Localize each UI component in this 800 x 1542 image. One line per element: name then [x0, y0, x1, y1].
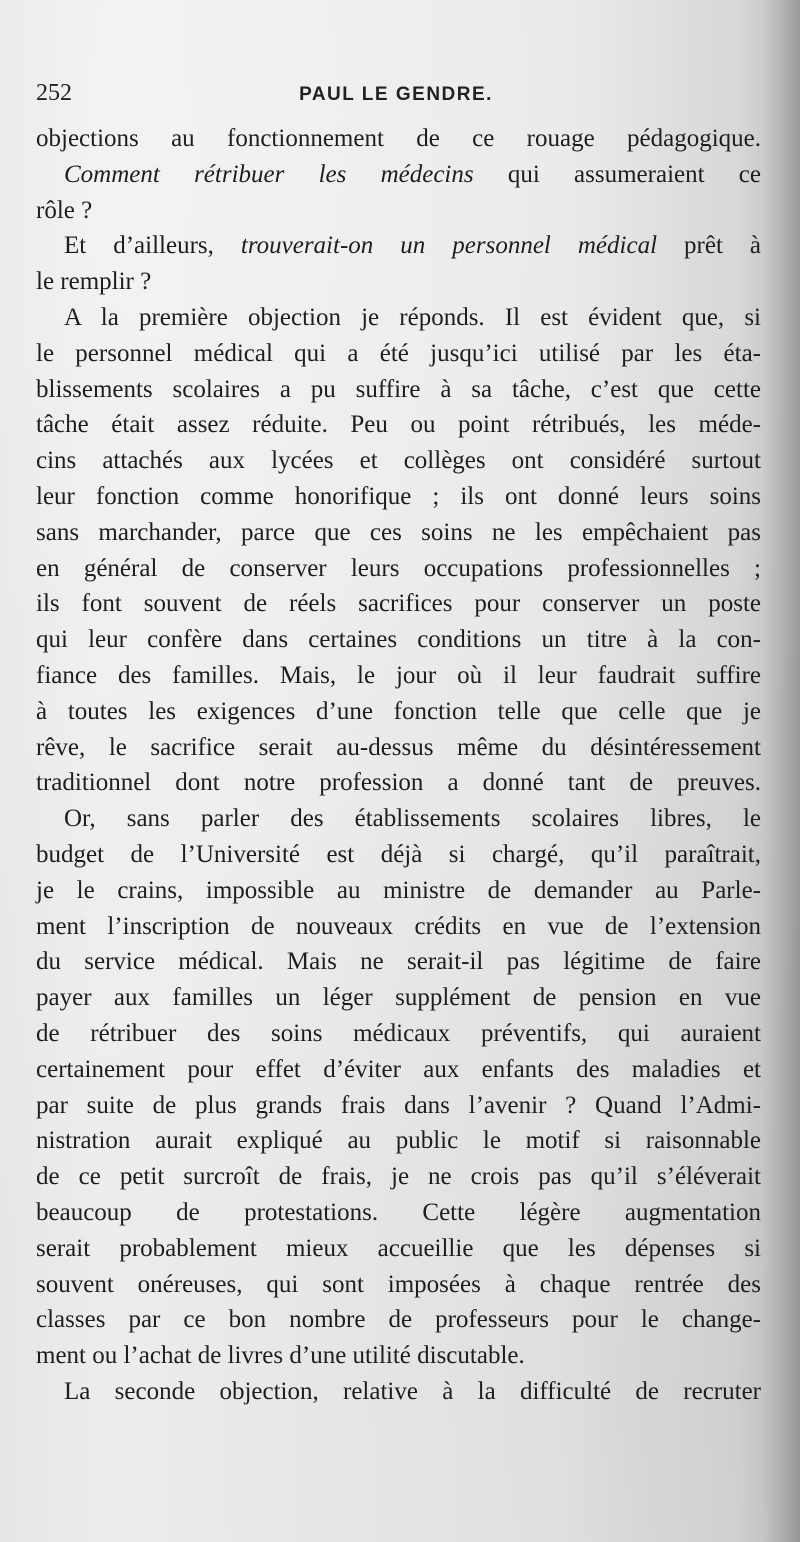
- text-line: leur fonction comme honorifique ; ils ont donné leurs soins: [36, 482, 761, 510]
- text-line: tâche était assez réduite. Peu ou point rétribués, les méde-: [36, 411, 761, 439]
- text-line: objections au fonctionnement de ce rouage pédagogique.: [36, 125, 761, 152]
- text-line: ment ou l’achat de livres d’une utilité discutable.: [36, 1342, 525, 1370]
- text-line: Et d’ailleurs, trouverait-on un personnel médical prêt à: [64, 232, 761, 260]
- text-line: en général de conserver leurs occupations professionnelles ;: [36, 554, 761, 582]
- text-line: payer aux familles un léger supplément de pension en vue: [36, 984, 761, 1012]
- text-line: le remplir ?: [36, 268, 152, 296]
- text-line: du service médical. Mais ne serait-il pas légitime de faire: [36, 948, 761, 976]
- text-line: souvent onéreuses, qui sont imposées à chaque rentrée des: [36, 1270, 761, 1298]
- text-line: classes par ce bon nombre de professeurs pour le change-: [36, 1306, 761, 1334]
- text-line: de ce petit surcroît de frais, je ne crois pas qu’il s’éléverait: [36, 1163, 761, 1191]
- page-header: [36, 80, 756, 110]
- page-number: 252: [36, 80, 72, 106]
- text-line: certainement pour effet d’éviter aux enfants des maladies et: [36, 1055, 761, 1083]
- text-line: par suite de plus grands frais dans l’avenir ? Quand l’Admi-: [36, 1091, 761, 1119]
- text-line: La seconde objection, relative à la difficulté de recruter: [64, 1377, 761, 1405]
- text-line: ment l’inscription de nouveaux crédits en vue de l’extension: [36, 912, 761, 940]
- text-line: serait probablement mieux accueillie que les dépenses si: [36, 1234, 761, 1262]
- body-text: [36, 121, 761, 1410]
- text-line: beaucoup de protestations. Cette légère augmentation: [36, 1198, 761, 1226]
- text-line: le personnel médical qui a été jusqu’ici utilisé par les éta-: [36, 339, 761, 367]
- page-edge-shadow: [762, 0, 800, 1542]
- text-line: de rétribuer des soins médicaux préventifs, qui auraient: [36, 1019, 761, 1047]
- text-line: rôle ?: [36, 196, 93, 224]
- text-line: à toutes les exigences d’une fonction telle que celle que je: [36, 697, 761, 725]
- running-head: PAUL LE GENDRE.: [299, 84, 493, 105]
- text-line: sans marchander, parce que ces soins ne les empêchaient pas: [36, 518, 761, 546]
- text-line: A la première objection je réponds. Il est évident que, si: [64, 303, 761, 331]
- text-line: Or, sans parler des établissements scolaires libres, le: [64, 805, 761, 833]
- text-line: rêve, le sacrifice serait au-dessus même du désintéressement: [36, 733, 761, 761]
- text-line: budget de l’Université est déjà si chargé, qu’il paraîtrait,: [36, 840, 761, 868]
- text-line: nistration aurait expliqué au public le motif si raisonnable: [36, 1127, 761, 1155]
- text-line: cins attachés aux lycées et collèges ont considéré surtout: [36, 447, 761, 475]
- text-line: fiance des familles. Mais, le jour où il leur faudrait suffire: [36, 661, 761, 689]
- text-line: Comment rétribuer les médecins qui assumeraient ce: [64, 160, 761, 188]
- text-line: je le crains, impossible au ministre de demander au Parle-: [36, 876, 761, 904]
- text-line: blissements scolaires a pu suffire à sa tâche, c’est que cette: [36, 375, 761, 403]
- text-line: ils font souvent de réels sacrifices pour conserver un poste: [36, 590, 761, 618]
- text-line: traditionnel dont notre profession a donné tant de preuves.: [36, 769, 761, 797]
- text-line: qui leur confère dans certaines conditions un titre à la con-: [36, 626, 761, 654]
